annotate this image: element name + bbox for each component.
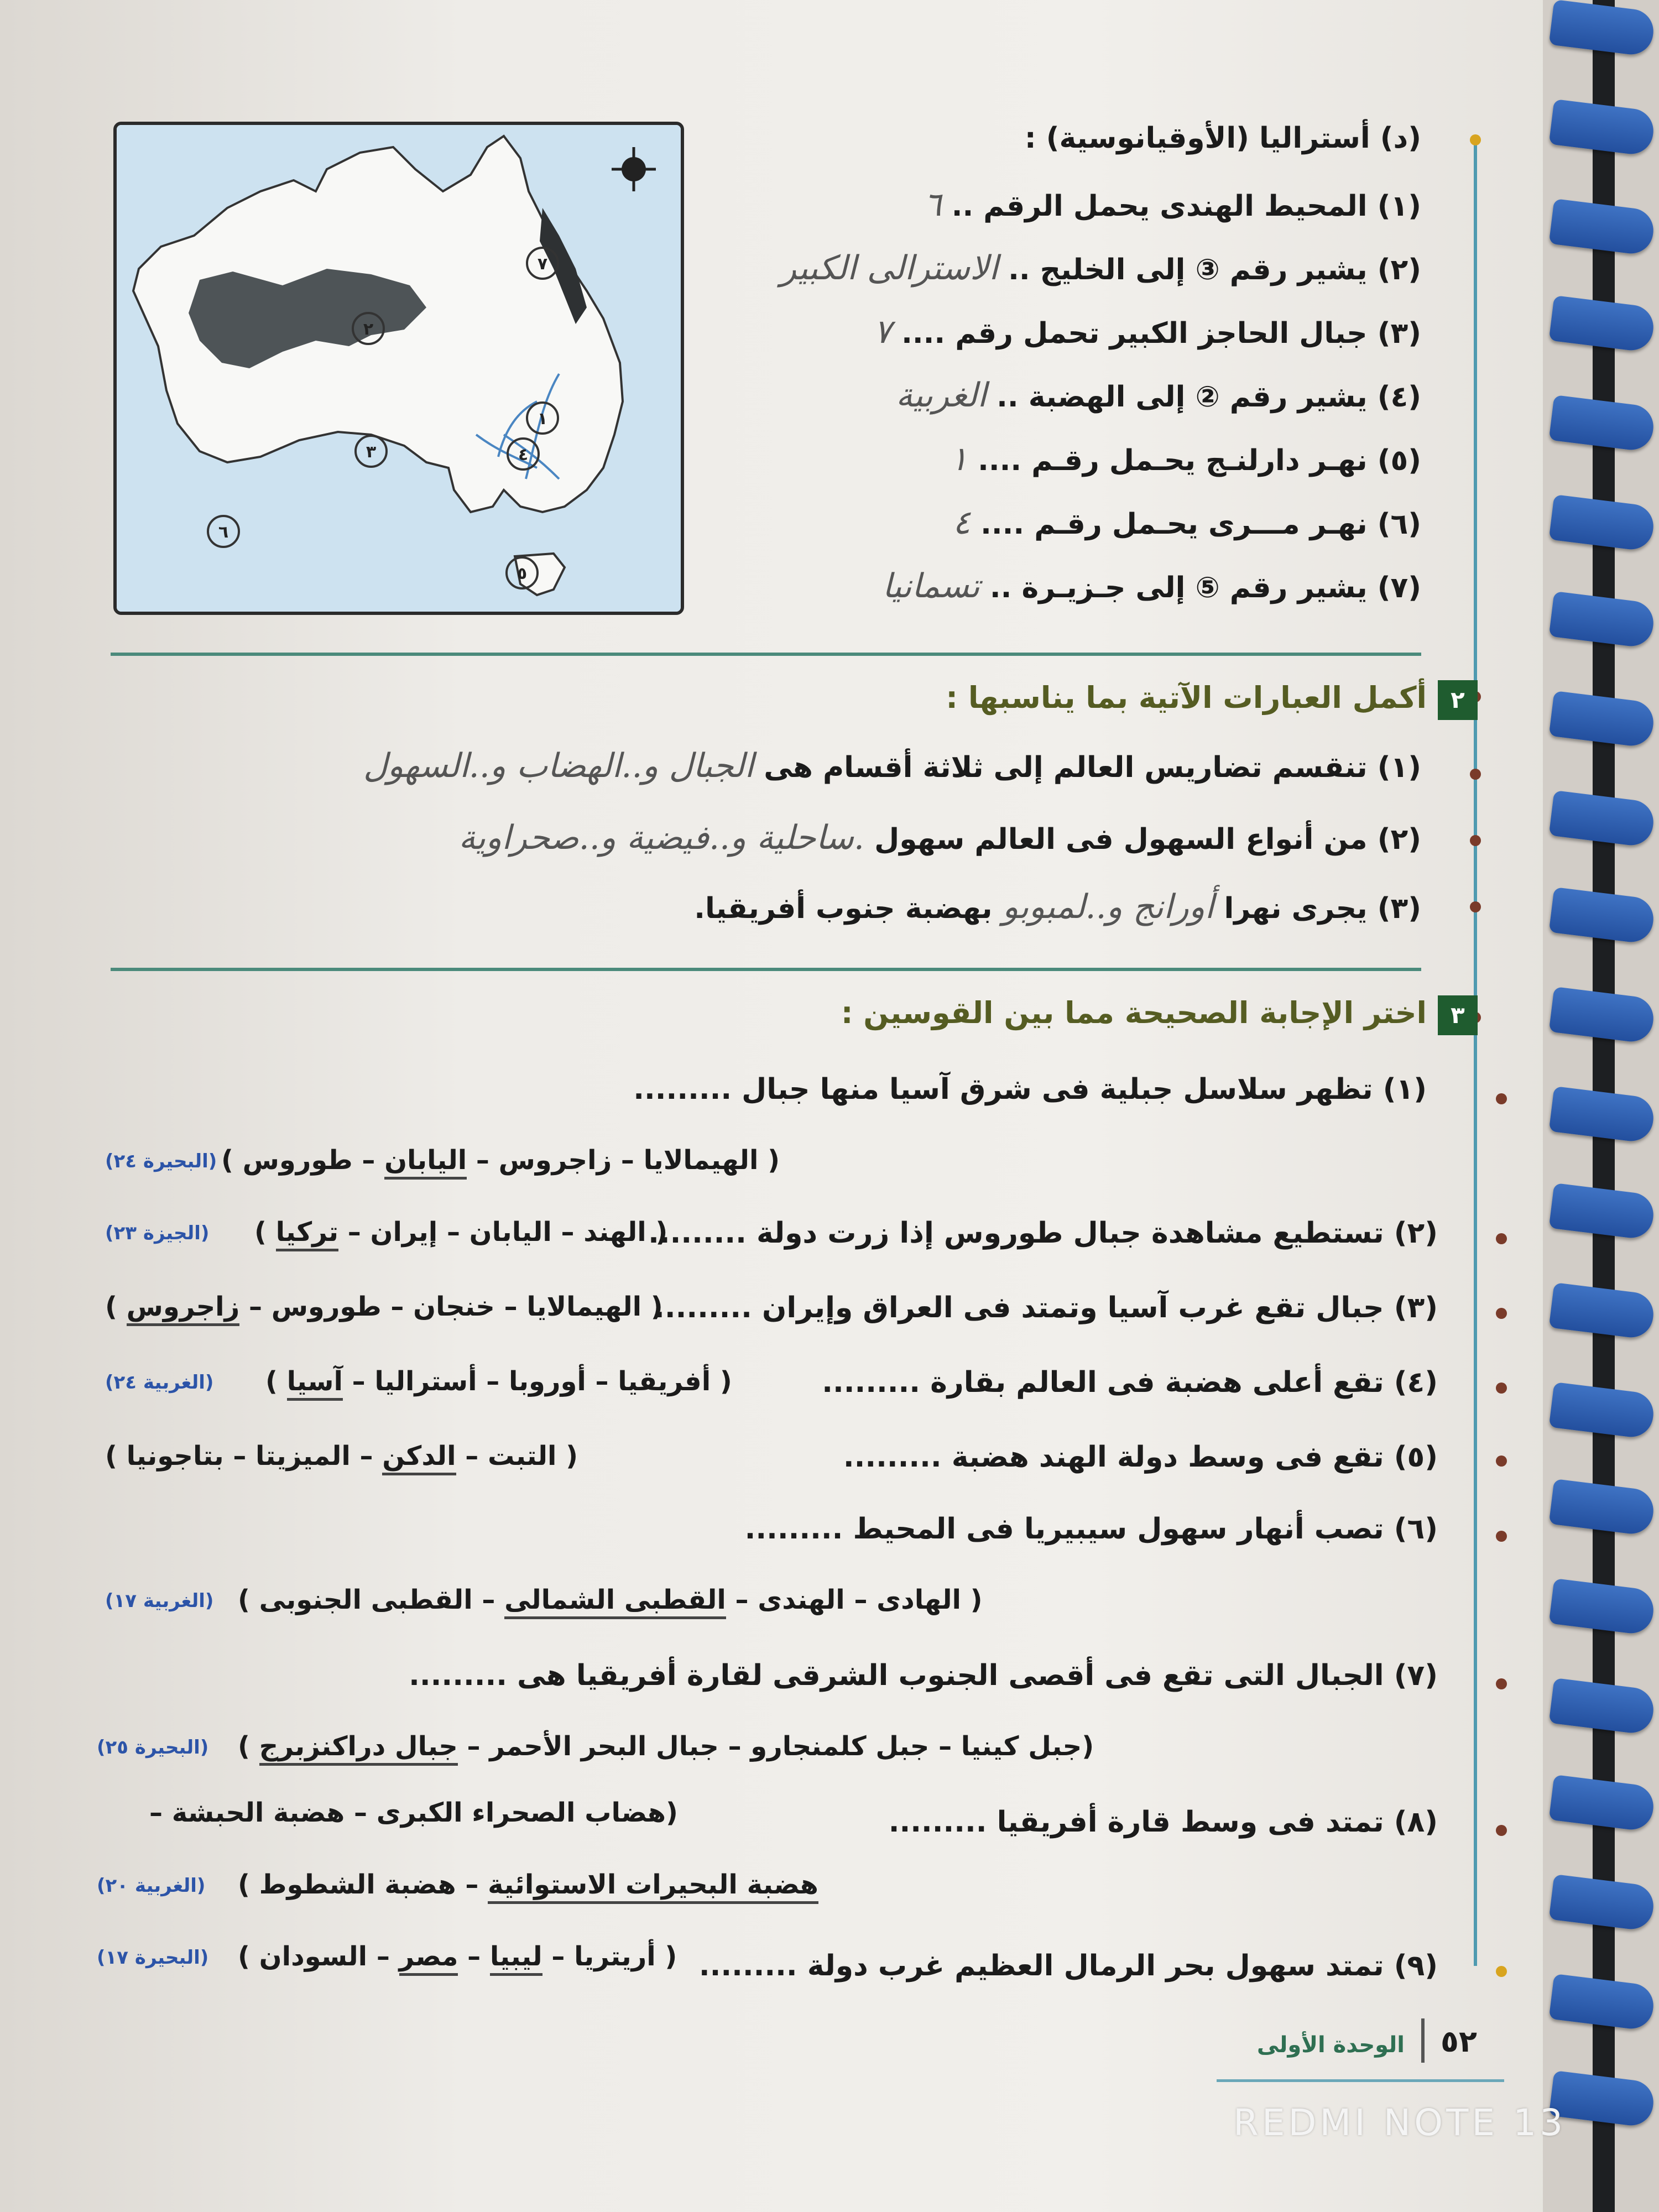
mcq-4-question: (٤) تقع أعلى هضبة فى العالم بقارة ......... — [822, 1366, 1438, 1399]
australia-item-7: (٧) يشير رقم ⑤ إلى جـزيـرة .. تسمانيا — [882, 567, 1421, 606]
section2-item-2: (٢) من أنواع السهول فى العالم سهول .ساحلية و..فيضية و..صحراوية — [458, 818, 1421, 857]
map-label-7: ٧ — [537, 254, 548, 274]
mcq-5-question: (٥) تقع فى وسط دولة الهند هضبة ......... — [843, 1441, 1438, 1474]
margin-line — [1474, 135, 1477, 1966]
page-number: ٥٢ — [1441, 2024, 1477, 2059]
mcq-8-options: (هضاب الصحراء الكبرى – هضبة الحبشة – — [149, 1797, 678, 1828]
divider-2 — [111, 968, 1421, 971]
camera-watermark: REDMI NOTE 13 — [1233, 2101, 1567, 2144]
australia-map — [113, 122, 684, 615]
australia-item-3: (٣) جبال الحاجز الكبير تحمل رقم .... ٧ — [873, 312, 1421, 351]
mcq-8-source: (الغربية ٢٠) — [97, 1875, 206, 1897]
map-label-5: ٥ — [517, 564, 528, 583]
australia-item-4: (٤) يشير رقم ② إلى الهضبة .. الغربية — [896, 376, 1421, 415]
section-2-title: أكمل العبارات الآتية بما يناسبها : — [946, 680, 1427, 715]
spiral-binding — [1543, 0, 1659, 2212]
section-3-title: اختر الإجابة الصحيحة مما بين القوسين : — [841, 995, 1427, 1030]
mcq-1-options: ( الهيمالايا – زاجروس – اليابان – طوروس ) — [221, 1145, 780, 1176]
mcq-4-source: (الغربية ٢٤) — [105, 1371, 214, 1394]
mcq-2-question: (٢) تستطيع مشاهدة جبال طوروس إذا زرت دولة ......... — [648, 1217, 1438, 1250]
mcq-9-source: (البحيرة ١٧) — [97, 1947, 209, 1969]
mcq-7-options: (جبل كينيا – جبل كلمنجارو – جبال البحر الأحمر – جبال دراكنزبرج ) — [238, 1731, 1094, 1762]
mcq-3-question: (٣) جبال تقع غرب آسيا وتمتد فى العراق وإيران ......... — [654, 1291, 1438, 1324]
mcq-8-question: (٨) تمتد فى وسط قارة أفريقيا ......... — [888, 1806, 1438, 1839]
mcq-4-options: ( أفريقيا – أوروبا – أستراليا – آسيا ) — [265, 1366, 732, 1397]
mcq-2-source: (الجيزة ٢٣) — [105, 1222, 210, 1244]
mcq-1-question: (١) تظهر سلاسل جبلية فى شرق آسيا منها جبال ......... — [633, 1073, 1427, 1106]
section2-item-3: (٣) يجرى نهرا أورانج و..لمبوبو بهضبة جنوب أفريقيا. — [694, 888, 1421, 926]
mcq-2-options: ( الهند – اليابان – إيران – تركيا ) — [254, 1217, 667, 1248]
australia-item-2: (٢) يشير رقم ③ إلى الخليج .. الاسترالى الكبير — [780, 249, 1421, 288]
mcq-6-question: (٦) تصب أنهار سهول سيبيريا فى المحيط ......... — [744, 1512, 1438, 1546]
section-3-marker: ٣ — [1438, 995, 1478, 1035]
australia-item-1: (١) المحيط الهندى يحمل الرقم .. ٦ — [924, 185, 1421, 224]
map-label-1: ١ — [537, 409, 548, 429]
mcq-5-options: ( التبت – الدكن – الميزيتا – بتاجونيا ) — [105, 1441, 578, 1472]
australia-item-5: (٥) نهـر دارلنـج يحـمل رقـم .... ١ — [950, 440, 1421, 478]
map-label-2: ٢ — [363, 320, 374, 339]
mcq-3-options: ( الهيمالايا – خنجان – طوروس – زاجروس ) — [105, 1291, 663, 1322]
mcq-9-question: (٩) تمتد سهول بحر الرمال العظيم غرب دولة ......... — [698, 1949, 1438, 1983]
mcq-6-options: ( الهادى – الهندى – القطبى الشمالى – القطبى الجنوبى ) — [238, 1584, 983, 1615]
section-2-marker: ٢ — [1438, 680, 1478, 720]
divider-1 — [111, 653, 1421, 656]
map-label-3: ٣ — [366, 442, 377, 462]
map-label-6: ٦ — [218, 523, 229, 542]
australia-title: (د) أستراليا (الأوقيانوسية) : — [1024, 122, 1421, 155]
mcq-1-source: (البحيرة ٢٤) — [105, 1150, 217, 1172]
mcq-7-question: (٧) الجبال التى تقع فى أقصى الجنوب الشرقى لقارة أفريقيا هى ......... — [409, 1659, 1438, 1692]
section2-item-1: (١) تنقسم تضاريس العالم إلى ثلاثة أقسام هى الجبال و..الهضاب و..السهول — [363, 747, 1421, 785]
unit-label: الوحدة الأولى — [1256, 2032, 1405, 2058]
mcq-7-source: (البحيرة ٢٥) — [97, 1736, 209, 1759]
mcq-8-options-cont: هضبة البحيرات الاستوائية – هضبة الشطوط ) — [238, 1869, 818, 1900]
mcq-9-options: ( أريتريا – ليبيا – مصر – السودان ) — [238, 1941, 677, 1972]
map-label-4: ٤ — [518, 445, 529, 465]
australia-item-6: (٦) نهـر مـــرى يحـمل رقـم .... ٤ — [952, 503, 1421, 542]
mcq-6-source: (الغربية ١٧) — [105, 1590, 214, 1612]
